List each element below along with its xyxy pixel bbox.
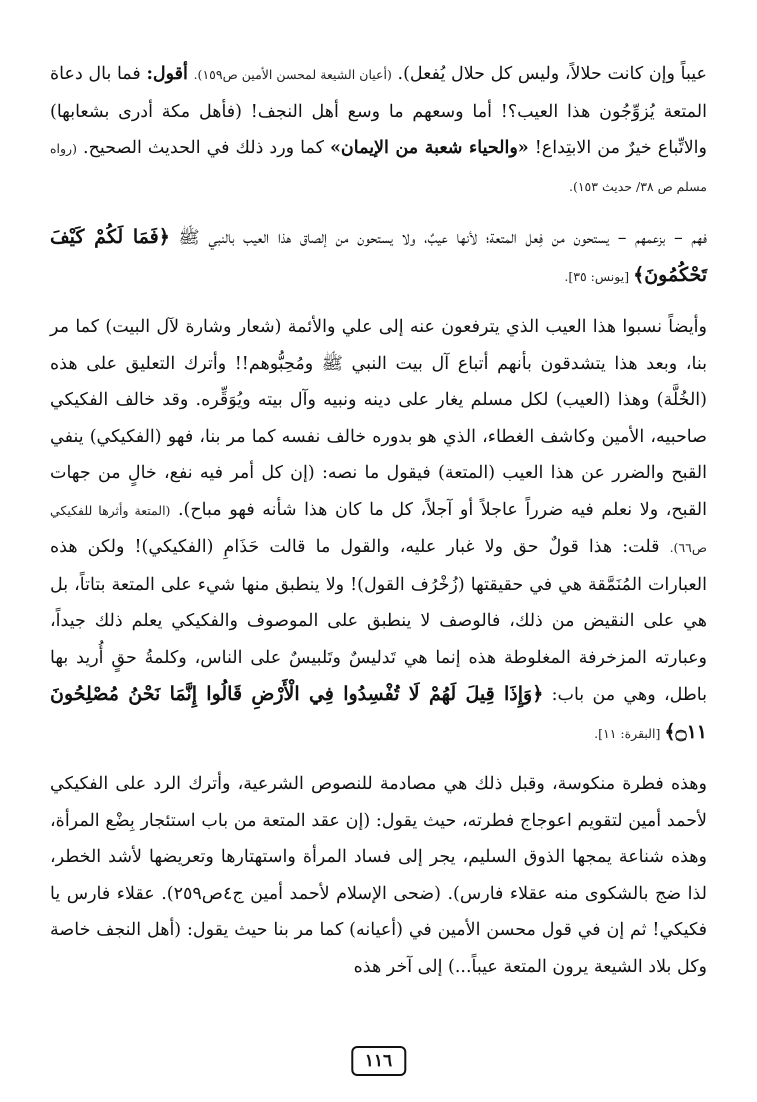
paragraph-1	[50, 56, 707, 205]
quran-verse-yunus: ﴿فَمَا لَكُمْ كَيْفَ تَحْكُمُونَ﴾	[50, 226, 707, 286]
paragraph-3	[50, 309, 707, 752]
paragraph-3-text-b: قلت: هذا قولٌ حق ولا غبار عليه، والقول ما قالت حَذَامِ (الفكيكي)! ولكن هذه العبارات المُنَمَّقة هي في حقيقتها (زُخْرُف القول)! ولا ينطبق منها شيء على المتعة بتاتاً، بل هي على النقيض من ذلك، فالوصف لا ينطبق على الموصوف والفكيكي يعلم ذلك جيداً، وعبارته المزخرفة المغلوطة هذه إنما هي تَدليسٌ وتَلبيسٌ على الناس، وكلمةُ حقٍ أُريد بها باطل، وهي من باب:	[50, 537, 707, 705]
paragraph-1-text-d: كما ورد ذلك في الحديث الصحيح.	[76, 138, 330, 158]
paragraph-1-text-a: عيباً وإن كانت حلالاً، وليس كل حلال يُفعل).	[391, 64, 707, 84]
page-number: ١١٦	[351, 1046, 406, 1076]
citation-muslim: (رواه مسلم ص ٣٨/ حديث ١٥٣).	[50, 141, 707, 194]
paragraph-1-text-c: فما بال دعاة المتعة يُزوِّجُون هذا العيب؟! أما وسعهم ما وسع أهل النجف! (فأهل مكة أدرى بشعابها) والاتِّباع خيرٌ من الابتِداع!	[50, 64, 707, 158]
paragraph-4-text: وهذه فطرة منكوسة، وقبل ذلك هي مصادمة للنصوص الشرعية، وأترك الرد على الفكيكي لأحمد أمين لتقويم اعوجاج فطرته، حيث يقول: (إن عقد المتعة من باب استئجار بِضْع المرأة، وهذه شناعة يمجها الذوق السليم، يجر إلى فساد المرأة واستهتارها وتعريضها لأشد الخطر، لذا ضج بالشكوى منه عقلاء فارس). (ضحى الإسلام لأحمد أمين ج٤ص٢٥٩). عقلاء فارس يا فكيكي! ثم إن في قول محسن الأمين في (أعيانه) كما مر بنا حيث يقول: (أهل النجف خاصة وكل بلاد الشيعة يرون المتعة عيباً...) إلى آخر هذه	[50, 774, 708, 977]
paragraph-2-text: فهم – بزعمهم – يستحون من فِعل المتعة؛ لأنها عيبٌ، ولا يستحون من إلصاق هذا العيب بالنبي ﷺ	[169, 228, 707, 248]
paragraph-2	[50, 219, 707, 295]
citation-yunus: [يونس: ٣٥].	[564, 268, 634, 284]
paragraph-3-text-a: وأيضاً نسبوا هذا العيب الذي يترفعون عنه إلى علي والأئمة (شعار وشارة لآل البيت) كما مر بنا، وبعد هذا يتشدقون بأنهم أتباع آل بيت النبي ﷺ ومُحِبُّوهم!! وأترك التعليق على هذه (الخُلَّة) وهذا (العيب) لكل مسلم يغار على دينه ونبيه وآل بيته ويُوَقِّره. وقد خالف الفكيكي صاحبيه، الأمين وكاشف الغطاء، الذي هو بدوره خالف نفسه كما مر بنا، فهو (الفكيكي) ينفي القبح والضرر عن هذا العيب (المتعة) فيقول ما نصه: (إن كل أمر فيه نفع، خالٍ من جهات القبح، ولا نعلم فيه ضرراً عاجلاً أو آجلاً، كل ما كان هذا شأنه فهو مباح).	[50, 317, 707, 520]
paragraph-gap	[50, 752, 707, 766]
paragraph-gap	[50, 295, 707, 309]
citation-ayan-al-shia: (أعيان الشيعة لمحسن الأمين ص١٥٩).	[193, 67, 392, 82]
paragraph-gap	[50, 205, 707, 219]
quran-verse-baqara: ﴿وَإِذَا قِيلَ لَهُمْ لَا تُفْسِدُوا فِي الْأَرْضِ قَالُوا إِنَّمَا نَحْنُ مُصْلِحُونَ ۝١١﴾	[50, 683, 707, 743]
paragraph-4	[50, 766, 707, 985]
citation-baqara: [البقرة: ١١].	[594, 725, 665, 741]
hadith-quote: «والحياء شعبة من الإيمان»	[329, 138, 529, 158]
aqulu-label: أقول:	[146, 64, 188, 84]
citation-fakiki: (المتعة وأثرها للفكيكي ص٦٦).	[50, 502, 707, 555]
